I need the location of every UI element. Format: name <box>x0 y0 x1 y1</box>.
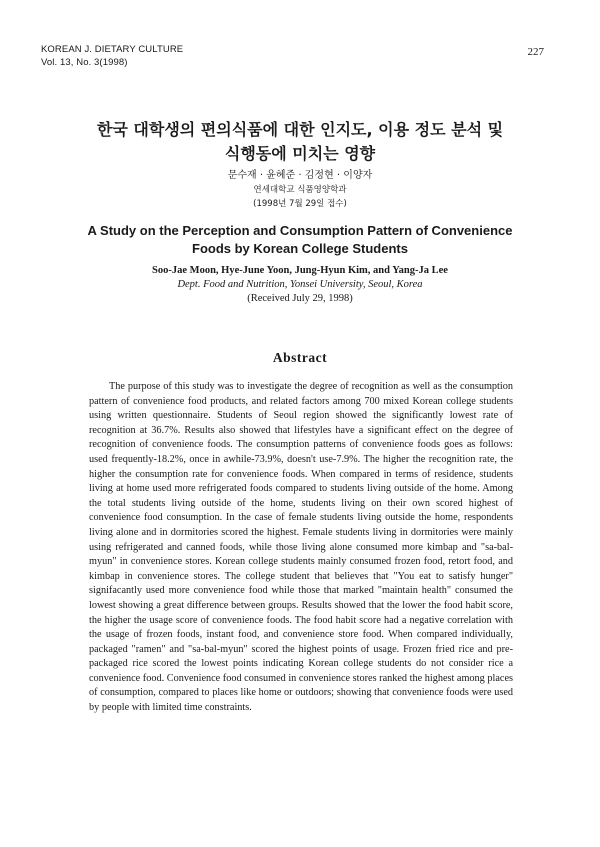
abstract-heading: Abstract <box>272 350 328 365</box>
korean-title-line-2: 식행동에 미치는 영향 <box>224 144 376 163</box>
abstract-text: The purpose of this study was to investigate the degree of recognition as well as the consumption pattern of convenience food products, and related factors among 700 mixed Korean college students using written questionnaire. Students of Seoul region showed the significantly lowest rate of recognition at 36.7%. Results also showed that lifestyles have a significant effect on the degree of recognition of convenience foods. The consumption patterns of convenience foods goes as follows: used frequently-18.2%, once in awhile-73.9%, doesn't use-7.9%. The higher the recognition rate, the higher the consumption rate for convenience foods. When compared in terms of residence, students living at home used more refrigerated foods compared to students living outside of the home. Among the total students living outside of the home, students living on their own scored highest of convenience food consumption. In the case of female students living outside the home, respondents living alone and in dormitories scored the highest. Female students living in dormitories were mainly using refrigerated and canned foods, while those living alone consumed more kimbap and "sa-bal-myun" in convenience stores. Korean college students mainly consumed frozen food, retort food, and kimbap in convenience stores. The college student that believes that "You eat to satisfy hunger" signifacantly used more convenience food while those that marked "maintain health" consumed the lowest showing a great difference between groups. Results showed that the lower the food habit score, the higher the usage score of convenience foods. The food habit score had a negative correlation with the usage of frozen foods, instant food, and convenience store food. When compared individually, packaged "ramen" and "sa-bal-myun" scored the highest points of usage. Frozen fried rice and pre-packaged rice scored the lowest points indicating Korean college students do not consider rice a convenience food. Convenience food consumed in convenience stores ranked the highest among places of consumption, compared to places like home or outdoors; showing that convenience foods were used by people with limited time constraints. <box>89 381 513 714</box>
journal-header <box>41 44 183 69</box>
journal-name: KOREAN J. DIETARY CULTURE <box>41 44 184 55</box>
korean-authors: 문수재 · 윤혜준 · 김정현 · 이양자 <box>227 170 373 181</box>
english-title <box>40 222 560 258</box>
english-title-line-2: Foods by Korean College Students <box>192 241 408 256</box>
korean-affiliation: 연세대학교 식품영양학과 <box>253 185 347 195</box>
korean-title-line-1: 한국 대학생의 편의식품에 대한 인지도, 이용 정도 분석 및 <box>96 120 504 139</box>
english-title-line-1: A Study on the Perception and Consumption Pattern of Convenience <box>87 223 513 238</box>
korean-received: (1998년 7월 29일 접수) <box>253 199 347 209</box>
korean-title <box>40 118 560 166</box>
page-number: 227 <box>527 46 544 58</box>
english-received: (Received July 29, 1998) <box>247 293 353 304</box>
korean-meta <box>40 168 560 211</box>
english-affiliation: Dept. Food and Nutrition, Yonsei University, Seoul, Korea <box>177 279 423 290</box>
journal-volume: Vol. 13, No. 3(1998) <box>41 56 128 68</box>
english-meta <box>40 264 560 306</box>
english-authors: Soo-Jae Moon, Hye-June Yoon, Jung-Hyun Kim, and Yang-Ja Lee <box>152 265 448 276</box>
